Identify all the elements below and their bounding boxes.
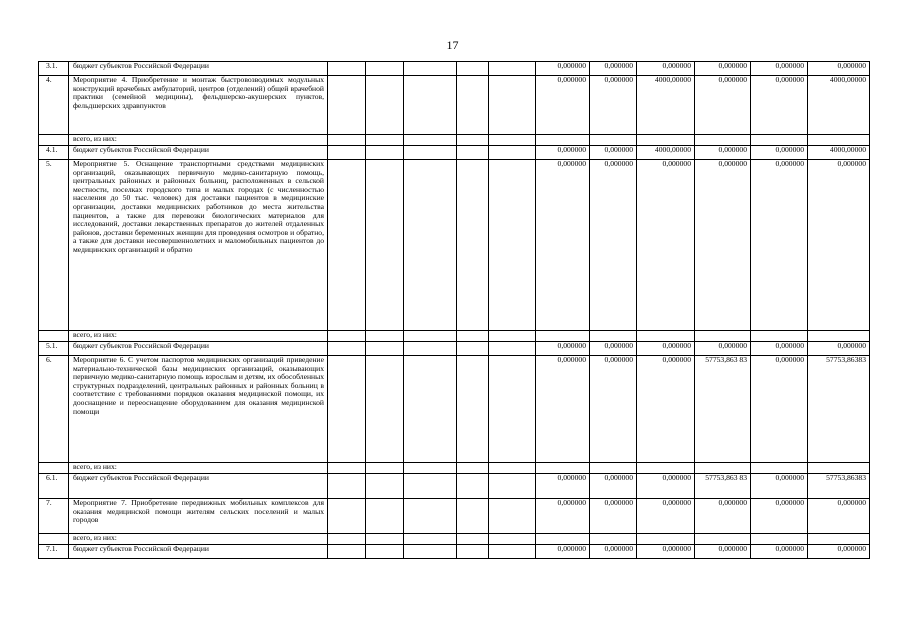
empty-cell (328, 356, 366, 463)
value-cell (590, 331, 637, 342)
value-cell (637, 534, 695, 545)
row-number: 6. (39, 356, 69, 463)
empty-cell (366, 342, 404, 356)
empty-cell (489, 331, 536, 342)
row-description: всего, из них: (69, 331, 328, 342)
value-cell: 0,000000 (637, 545, 695, 559)
row-description: всего, из них: (69, 534, 328, 545)
value-cell: 0,000000 (637, 342, 695, 356)
empty-cell (404, 534, 457, 545)
empty-cell (457, 160, 489, 331)
value-cell: 0,000000 (751, 160, 808, 331)
value-cell (590, 534, 637, 545)
value-cell: 57753,863 83 (695, 356, 751, 463)
budget-row (39, 545, 870, 559)
event-row (39, 160, 870, 331)
empty-cell (328, 135, 366, 146)
empty-cell (366, 474, 404, 499)
page-number: 17 (446, 38, 459, 52)
row-number (39, 534, 69, 545)
empty-cell (489, 545, 536, 559)
value-cell: 0,000000 (695, 146, 751, 160)
empty-cell (404, 499, 457, 534)
value-cell: 57753,86383 (808, 356, 870, 463)
empty-cell (404, 62, 457, 76)
value-cell: 0,000000 (590, 76, 637, 135)
value-cell (637, 135, 695, 146)
empty-cell (328, 76, 366, 135)
value-cell (808, 135, 870, 146)
empty-cell (366, 135, 404, 146)
row-description: бюджет субъектов Российской Федерации (69, 146, 328, 160)
value-cell: 0,000000 (695, 160, 751, 331)
value-cell: 57753,86383 (808, 474, 870, 499)
value-cell (695, 463, 751, 474)
value-cell: 0,000000 (536, 160, 590, 331)
row-number: 7. (39, 499, 69, 534)
empty-cell (366, 62, 404, 76)
row-number (39, 463, 69, 474)
empty-cell (457, 545, 489, 559)
empty-cell (457, 499, 489, 534)
empty-cell (366, 545, 404, 559)
value-cell: 57753,863 83 (695, 474, 751, 499)
empty-cell (366, 499, 404, 534)
value-cell: 0,000000 (637, 62, 695, 76)
row-number: 5.1. (39, 342, 69, 356)
value-cell: 0,000000 (695, 342, 751, 356)
row-description: Мероприятие 4. Приобретение и монтаж быстровозводимых модульных конструкций врачебных амбулаторий, центров (отделений) общей врачебной практики (семейной медицины), фельдшерско-акушерских пунктов, фельдшерских здравпунктов (69, 76, 328, 135)
empty-cell (328, 62, 366, 76)
empty-cell (404, 463, 457, 474)
empty-cell (366, 146, 404, 160)
value-cell: 0,000000 (695, 76, 751, 135)
empty-cell (404, 146, 457, 160)
value-cell: 0,000000 (808, 499, 870, 534)
value-cell (808, 534, 870, 545)
empty-cell (328, 534, 366, 545)
value-cell: 0,000000 (536, 356, 590, 463)
value-cell: 0,000000 (536, 545, 590, 559)
empty-cell (404, 331, 457, 342)
value-cell: 0,000000 (536, 342, 590, 356)
budget-row (39, 62, 870, 76)
value-cell (751, 331, 808, 342)
value-cell: 0,000000 (751, 146, 808, 160)
empty-cell (404, 545, 457, 559)
row-description: всего, из них: (69, 135, 328, 146)
empty-cell (489, 160, 536, 331)
value-cell: 0,000000 (637, 499, 695, 534)
row-description: бюджет субъектов Российской Федерации (69, 545, 328, 559)
row-number: 7.1. (39, 545, 69, 559)
empty-cell (489, 499, 536, 534)
row-number (39, 135, 69, 146)
value-cell: 4000,00000 (808, 76, 870, 135)
total-row (39, 331, 870, 342)
value-cell: 0,000000 (695, 499, 751, 534)
value-cell: 0,000000 (590, 160, 637, 331)
row-description: бюджет субъектов Российской Федерации (69, 342, 328, 356)
value-cell: 0,000000 (695, 62, 751, 76)
value-cell (590, 135, 637, 146)
value-cell: 0,000000 (637, 160, 695, 331)
empty-cell (328, 146, 366, 160)
value-cell (751, 534, 808, 545)
value-cell: 4000,00000 (808, 146, 870, 160)
empty-cell (328, 474, 366, 499)
program-table (38, 61, 870, 559)
value-cell (695, 534, 751, 545)
row-description: Мероприятие 6. С учетом паспортов медицинских организаций приведение материально-технической базы медицинских организаций, оказывающих первичную медико-санитарную помощь взрослым и детям, их обособленных структурных подразделений, центральных районных и районных больниц в соответствие с требованиями порядков оказания медицинской помощи, их дооснащение и переоснащение оборудованием для оказания медицинской помощи (69, 356, 328, 463)
empty-cell (489, 534, 536, 545)
value-cell: 0,000000 (751, 62, 808, 76)
value-cell: 0,000000 (590, 342, 637, 356)
empty-cell (457, 534, 489, 545)
empty-cell (404, 135, 457, 146)
empty-cell (404, 356, 457, 463)
budget-row (39, 146, 870, 160)
empty-cell (457, 463, 489, 474)
row-number: 4. (39, 76, 69, 135)
value-cell (637, 463, 695, 474)
empty-cell (366, 160, 404, 331)
row-description: бюджет субъектов Российской Федерации (69, 62, 328, 76)
row-description: всего, из них: (69, 463, 328, 474)
row-number: 3.1. (39, 62, 69, 76)
value-cell: 0,000000 (536, 146, 590, 160)
empty-cell (328, 545, 366, 559)
empty-cell (457, 62, 489, 76)
empty-cell (457, 76, 489, 135)
empty-cell (457, 331, 489, 342)
empty-cell (489, 342, 536, 356)
empty-cell (489, 62, 536, 76)
total-row (39, 135, 870, 146)
empty-cell (404, 76, 457, 135)
row-description: Мероприятие 7. Приобретение передвижных мобильных комплексов для оказания медицинской помощи жителям сельских поселений и малых городов (69, 499, 328, 534)
empty-cell (328, 463, 366, 474)
empty-cell (366, 76, 404, 135)
value-cell (536, 534, 590, 545)
empty-cell (457, 342, 489, 356)
total-row (39, 534, 870, 545)
value-cell (590, 463, 637, 474)
value-cell: 0,000000 (751, 342, 808, 356)
value-cell: 0,000000 (808, 160, 870, 331)
value-cell: 0,000000 (808, 545, 870, 559)
value-cell: 0,000000 (751, 76, 808, 135)
row-description: бюджет субъектов Российской Федерации (69, 474, 328, 499)
empty-cell (366, 534, 404, 545)
value-cell: 0,000000 (536, 76, 590, 135)
value-cell (536, 463, 590, 474)
value-cell (536, 135, 590, 146)
total-row (39, 463, 870, 474)
budget-row (39, 342, 870, 356)
row-description: Мероприятие 5. Оснащение транспортными средствами медицинских организаций, оказывающих первичную медико-санитарную помощь, центральных районных и районных больниц, расположенных в сельской местности, поселках городского типа и малых городах (с численностью населения до 50 тыс. человек) для доставки пациентов в медицинские организации, доставки медицинских работников до места жительства пациентов, а также для перевозки биологических материалов для исследований, доставки лекарственных препаратов до жителей отдаленных районов, доставки беременных женщин для проведения осмотров и обратно, а также для доставки несовершеннолетних и маломобильных пациентов до медицинских организаций и обратно (69, 160, 328, 331)
event-row (39, 356, 870, 463)
value-cell (808, 331, 870, 342)
empty-cell (489, 474, 536, 499)
value-cell: 0,000000 (751, 474, 808, 499)
event-row (39, 76, 870, 135)
value-cell: 0,000000 (590, 499, 637, 534)
value-cell (808, 463, 870, 474)
empty-cell (457, 474, 489, 499)
empty-cell (489, 463, 536, 474)
empty-cell (328, 499, 366, 534)
value-cell: 0,000000 (808, 62, 870, 76)
value-cell: 0,000000 (590, 474, 637, 499)
value-cell: 0,000000 (695, 545, 751, 559)
empty-cell (404, 342, 457, 356)
value-cell: 0,000000 (637, 356, 695, 463)
value-cell: 4000,00000 (637, 76, 695, 135)
empty-cell (489, 135, 536, 146)
event-row (39, 499, 870, 534)
empty-cell (457, 356, 489, 463)
value-cell: 0,000000 (536, 62, 590, 76)
value-cell (695, 135, 751, 146)
value-cell: 0,000000 (590, 146, 637, 160)
row-number: 6.1. (39, 474, 69, 499)
value-cell: 0,000000 (751, 545, 808, 559)
value-cell (751, 135, 808, 146)
empty-cell (457, 146, 489, 160)
value-cell: 0,000000 (637, 474, 695, 499)
empty-cell (328, 331, 366, 342)
value-cell: 0,000000 (590, 356, 637, 463)
empty-cell (328, 342, 366, 356)
empty-cell (457, 135, 489, 146)
empty-cell (489, 146, 536, 160)
value-cell: 0,000000 (751, 499, 808, 534)
value-cell: 0,000000 (590, 545, 637, 559)
empty-cell (404, 160, 457, 331)
value-cell (695, 331, 751, 342)
empty-cell (404, 474, 457, 499)
row-number (39, 331, 69, 342)
value-cell (751, 463, 808, 474)
value-cell: 0,000000 (536, 474, 590, 499)
value-cell: 0,000000 (536, 499, 590, 534)
row-number: 4.1. (39, 146, 69, 160)
budget-row (39, 474, 870, 499)
empty-cell (328, 160, 366, 331)
value-cell: 0,000000 (590, 62, 637, 76)
empty-cell (489, 76, 536, 135)
empty-cell (489, 356, 536, 463)
row-number: 5. (39, 160, 69, 331)
value-cell: 0,000000 (808, 342, 870, 356)
empty-cell (366, 331, 404, 342)
value-cell: 4000,00000 (637, 146, 695, 160)
empty-cell (366, 463, 404, 474)
empty-cell (366, 356, 404, 463)
value-cell (637, 331, 695, 342)
value-cell (536, 331, 590, 342)
value-cell: 0,000000 (751, 356, 808, 463)
